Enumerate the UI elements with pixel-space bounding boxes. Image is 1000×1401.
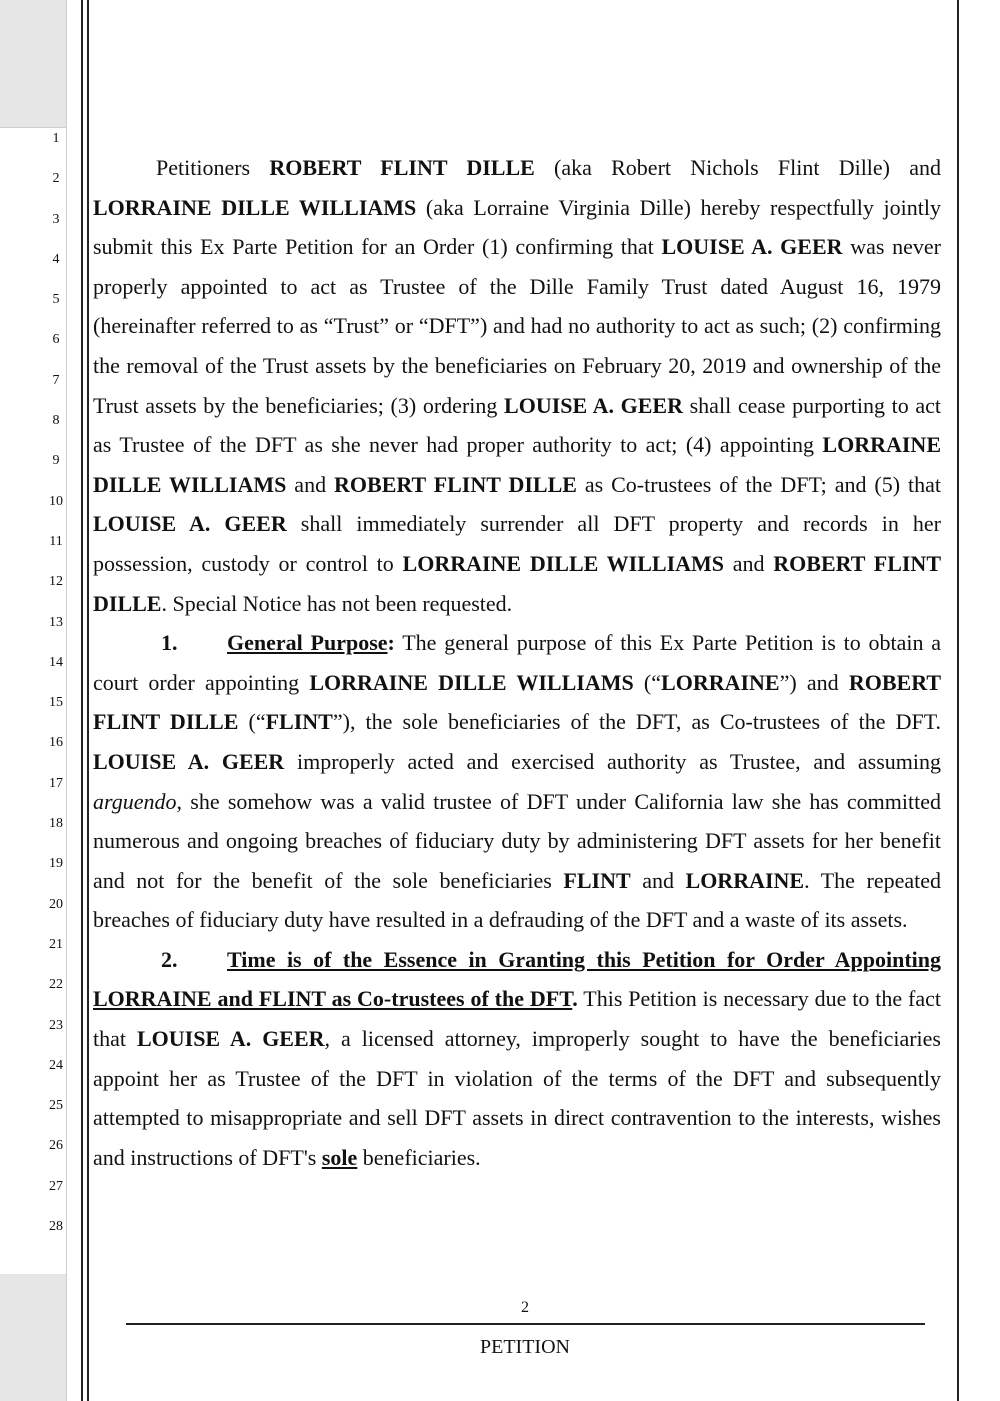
heading-colon: :: [387, 630, 395, 656]
line-number: 3: [52, 211, 60, 227]
intro-paragraph: [93, 148, 941, 623]
line-number: 19: [49, 856, 63, 872]
left-margin-divider: [0, 127, 66, 128]
party-name: LOUISE A. GEER: [93, 748, 285, 774]
italic-term: arguendo: [93, 788, 177, 814]
line-number: 22: [49, 977, 63, 993]
text: ”), the sole beneficiaries of the DFT, as Co-trustees of the DFT.: [332, 709, 942, 735]
text: as Co-trustees of the DFT; and (5) that: [576, 471, 942, 497]
line-number: 1: [52, 131, 60, 146]
text: (aka Lorraine Virginia Dille) hereby respectfully jointly submit this Ex Parte Petition for an Order (1) confirming that: [93, 194, 941, 260]
left-rule-outer: [81, 0, 83, 1401]
text: (“: [238, 709, 266, 735]
text: ”) and: [779, 669, 849, 695]
line-number: 5: [52, 292, 60, 308]
petition-body: [93, 148, 941, 1177]
text: and: [630, 867, 686, 893]
paragraph-1: [93, 623, 941, 940]
party-name: LOUISE A. GEER: [136, 1026, 325, 1052]
footer-title: PETITION: [480, 1336, 570, 1358]
line-number: 27: [49, 1178, 63, 1194]
right-rule: [957, 0, 959, 1401]
text: and: [286, 471, 335, 497]
paragraph-heading: Time is of the Essence in Granting this Petition for Order Appointing LORRAINE and FLINT as Co-trustees of the DFT: [93, 946, 941, 1012]
line-number: 17: [49, 775, 63, 791]
emphasis-sole: sole: [321, 1144, 358, 1170]
party-name: LORRAINE DILLE WILLIAMS: [309, 669, 634, 695]
line-number: 8: [52, 413, 60, 429]
line-number: 14: [49, 654, 63, 670]
heading-period: .: [572, 986, 578, 1012]
party-name: LOUISE A. GEER: [93, 511, 287, 537]
pleading-line-numbers: [44, 131, 68, 1259]
text: was never properly appointed to act as Trustee of the Dille Family Trust dated August 16, 1979 (hereinafter referred to as “Trust” or “DFT”) and had no authority to act as such; (2) confirming the removal of the Trust assets by the beneficiaries on February 20, 2019 and ownership of the Trust assets by the beneficiaries; (3) ordering: [93, 234, 941, 418]
line-number: 23: [49, 1017, 63, 1033]
paragraph-number: 1.: [161, 630, 178, 656]
text: , she somehow was a valid trustee of DFT under California law she has committed numerous and ongoing breaches of fiduciary duty by administering DFT assets for her benefit and not for the benefit of the sole beneficiaries: [93, 788, 941, 893]
text: (aka Robert Nichols Flint Dille) and: [534, 155, 941, 180]
text: shall cease purporting to act as Trustee of the DFT as she never had proper authority to act; (4) appointing: [93, 392, 941, 458]
text: This Petition is necessary due to the fact that: [93, 986, 941, 1052]
party-name: LORRAINE DILLE WILLIAMS: [93, 432, 941, 497]
text: improperly acted and exercised authority as Trustee, and assuming: [284, 748, 941, 774]
line-number: 10: [49, 493, 63, 509]
line-number: 28: [49, 1219, 63, 1235]
line-number: 26: [49, 1138, 63, 1154]
left-margin-shade-top: [0, 0, 66, 127]
text: . The repeated breaches of fiduciary duty have resulted in a defrauding of the DFT and a waste of its assets.: [93, 867, 941, 933]
party-name: FLINT: [265, 709, 333, 735]
text: beneficiaries.: [357, 1144, 481, 1170]
line-number: 24: [49, 1057, 63, 1073]
party-name: LORRAINE DILLE WILLIAMS: [93, 194, 417, 220]
party-name: LOUISE A. GEER: [661, 234, 843, 260]
party-name: LOUISE A. GEER: [504, 392, 683, 418]
text: Petitioners: [156, 155, 270, 180]
text: shall immediately surrender all DFT property and records in her possession, custody or control to: [93, 511, 942, 576]
line-number: 15: [49, 695, 63, 711]
party-name: ROBERT FLINT DILLE: [93, 669, 941, 735]
party-name: ROBERT FLINT DILLE: [269, 155, 535, 180]
line-number: 4: [52, 251, 60, 267]
line-number: 9: [52, 453, 60, 469]
paragraph-number: 2.: [161, 946, 178, 972]
text: (“: [633, 669, 662, 695]
line-number: 11: [49, 533, 63, 549]
line-number: 21: [49, 936, 63, 952]
line-number: 12: [49, 574, 63, 590]
party-name: LORRAINE: [661, 669, 780, 695]
left-margin-shade-bottom: [0, 1274, 66, 1401]
line-number: 7: [52, 372, 60, 388]
footer-rule: [126, 1323, 925, 1325]
party-name: ROBERT FLINT DILLE: [334, 471, 577, 497]
party-name: LORRAINE: [685, 867, 805, 893]
text: The general purpose of this Ex Parte Petition is to obtain a court order appointing: [93, 630, 941, 695]
line-number: 25: [49, 1098, 63, 1114]
line-number: 2: [52, 171, 60, 187]
line-number: 20: [49, 896, 63, 912]
paragraph-heading: General Purpose: [227, 630, 388, 656]
party-name: ROBERT FLINT DILLE: [93, 550, 941, 616]
line-number: 13: [49, 614, 63, 630]
party-name: FLINT: [563, 867, 631, 893]
line-number: 6: [52, 332, 60, 348]
line-number: 18: [49, 816, 63, 832]
page-number: 2: [521, 1299, 529, 1316]
text: . Special Notice has not been requested.: [161, 590, 513, 616]
paragraph-2: [93, 940, 941, 1178]
text: , a licensed attorney, improperly sought to have the beneficiaries appoint her as Trustee of the DFT in violation of the terms of the DFT and subsequently attempted to misappropriate and sell DFT assets in direct contravention to the interests, wishes and instructions of DFT's: [93, 1026, 941, 1170]
line-number: 16: [49, 735, 63, 751]
text: and: [724, 550, 774, 576]
left-rule-inner: [87, 0, 89, 1401]
party-name: LORRAINE DILLE WILLIAMS: [402, 550, 725, 576]
